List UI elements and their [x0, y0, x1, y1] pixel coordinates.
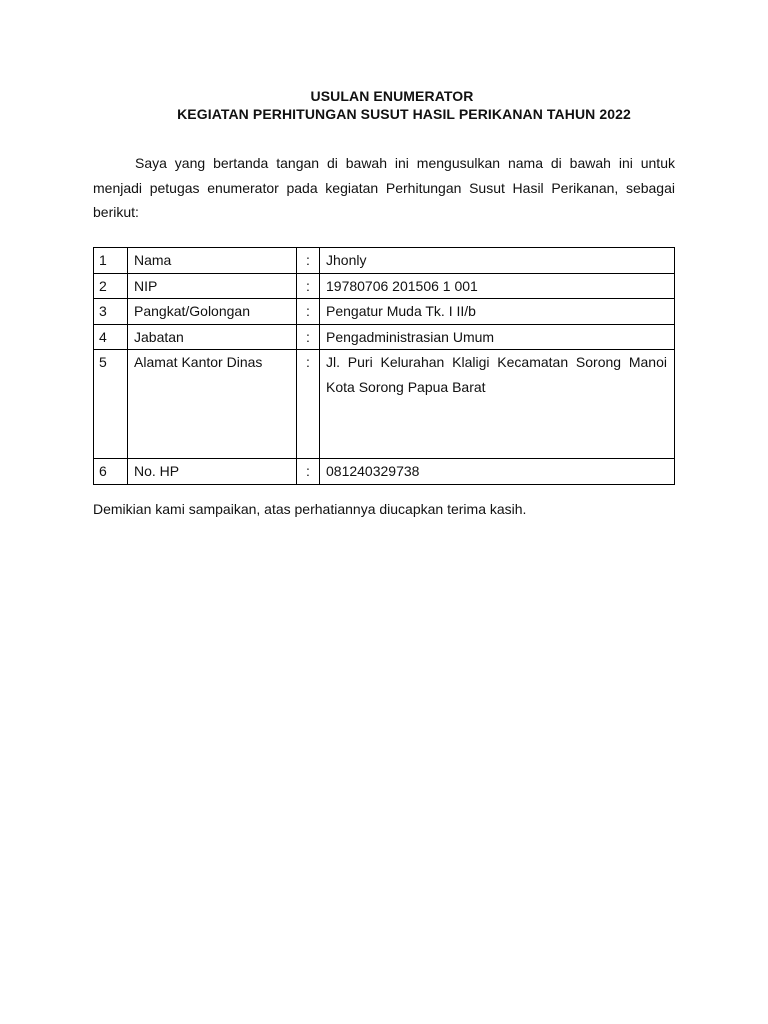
row-label: NIP: [128, 273, 297, 299]
row-value: Pengadministrasian Umum: [320, 324, 675, 350]
row-label: No. HP: [128, 459, 297, 485]
row-value: Jl. Puri Kelurahan Klaligi Kecamatan Sorong Manoi Kota Sorong Papua Barat: [320, 350, 675, 459]
row-separator: :: [297, 350, 320, 459]
row-value: 081240329738: [320, 459, 675, 485]
document-subtitle: KEGIATAN PERHITUNGAN SUSUT HASIL PERIKANAN TAHUN 2022: [177, 106, 631, 122]
row-label: Alamat Kantor Dinas: [128, 350, 297, 459]
row-separator: :: [297, 324, 320, 350]
table-row: [94, 459, 675, 485]
enumerator-table: [93, 247, 675, 485]
row-separator: :: [297, 248, 320, 274]
row-number: 6: [94, 459, 128, 485]
row-number: 1: [94, 248, 128, 274]
table-row: [94, 299, 675, 325]
row-number: 2: [94, 273, 128, 299]
row-label: Jabatan: [128, 324, 297, 350]
document-title: USULAN ENUMERATOR: [310, 88, 474, 104]
row-label: Pangkat/Golongan: [128, 299, 297, 325]
row-number: 3: [94, 299, 128, 325]
intro-paragraph: Saya yang bertanda tangan di bawah ini mengusulkan nama di bawah ini untuk menjadi petugas enumerator pada kegiatan Perhitungan Susut Hasil Perikanan, sebagai berikut:: [93, 155, 675, 220]
row-separator: :: [297, 299, 320, 325]
table-row: [94, 350, 675, 459]
table-row: [94, 273, 675, 299]
row-separator: :: [297, 459, 320, 485]
row-number: 4: [94, 324, 128, 350]
row-value: Jhonly: [320, 248, 675, 274]
row-separator: :: [297, 273, 320, 299]
table-row: [94, 324, 675, 350]
row-value: Pengatur Muda Tk. I II/b: [320, 299, 675, 325]
row-number: 5: [94, 350, 128, 459]
closing-paragraph: Demikian kami sampaikan, atas perhatiannya diucapkan terima kasih.: [93, 501, 527, 517]
row-label: Nama: [128, 248, 297, 274]
table-row: [94, 248, 675, 274]
row-value: 19780706 201506 1 001: [320, 273, 675, 299]
